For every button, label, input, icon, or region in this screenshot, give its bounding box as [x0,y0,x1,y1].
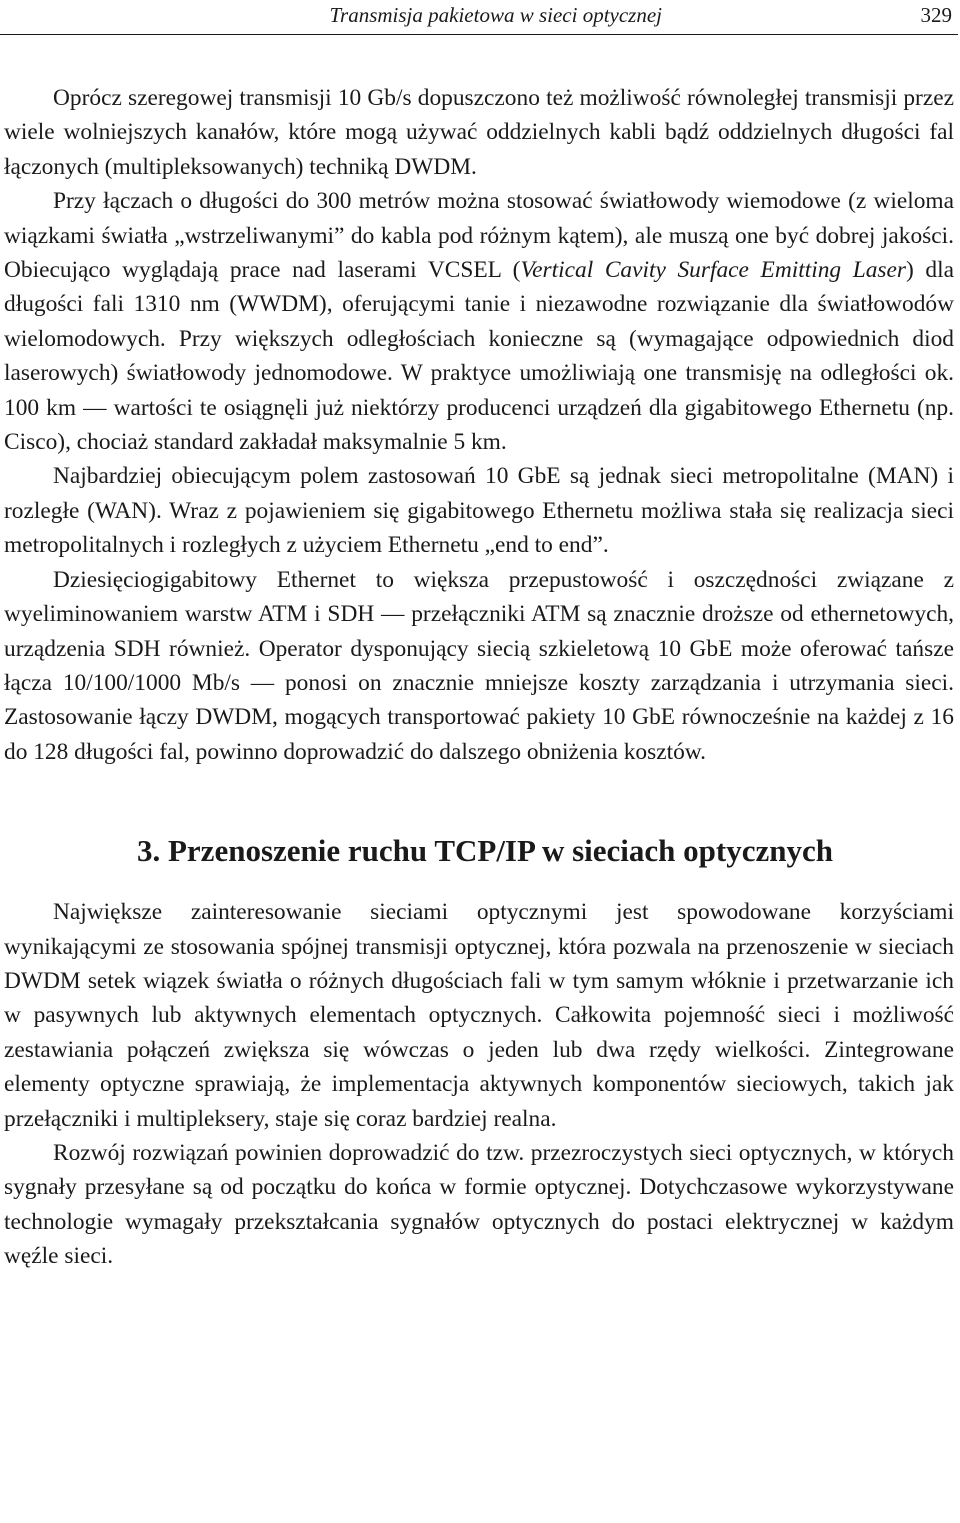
paragraph-optical-interest: Największe zainteresowanie sieciami optycznymi jest spowodowane korzyściami wynikającymi ze stosowania spójnej transmisji optycznej, która pozwala na przenoszenie w sieciach DWDM setek wiązek światła o różnych długościach fali w tym samym włóknie i przetwarzanie ich w pasywnych lub aktywnych elementach optycznych. Całkowita pojemność sieci i możliwość zestawiania połączeń zwiększa się wówczas o jeden lub dwa rzędy wielkości. Zintegrowane elementy optyczne sprawiają, że implementacja aktywnych komponentów sieciowych, takich jak przełączniki i multipleksery, staje się coraz bardziej realna. [4,899,954,1132]
spacer [4,871,954,895]
paragraph-multimode-fiber-part-b: ) dla długości fali 1310 nm (WWDM), oferującymi tanie i niezawodne rozwiązanie dla światłowodów wielomodowych. Przy większych odległościach konieczne są (wymagające odpowiednich diod laserowych) światłowody jednomodowe. W praktyce umożliwiają one transmisję na odległości ok. 100 km — wartości te osiągnęli już niektórzy producenci urządzeń dla gigabitowego Ethernetu (np. Cisco), chociaż standard zakładał maksymalnie 5 km. [4,257,954,456]
paragraph-10gbe-costs: Dziesięciogigabitowy Ethernet to większa przepustowość i oszczędności związane z wyeliminowaniem warstw ATM i SDH — przełączniki ATM są znacznie droższe od ethernetowych, urządzenia SDH również. Operator dysponujący siecią szkieletową 10 GbE może oferować tańsze łącza 10/100/1000 Mb/s — ponosi on znacznie mniejsze koszty zarządzania i utrzymania sieci. Zastosowanie łączy DWDM, mogących transportować pakiety 10 GbE równocześnie na każdej z 16 do 128 długości fal, powinno doprowadzić do dalszego obniżenia kosztów. [4,566,954,765]
spacer [4,769,954,831]
running-title: Transmisja pakietowa w sieci optycznej [329,3,662,27]
section-heading: 3. Przenoszenie ruchu TCP/IP w sieciach optycznych [136,833,833,869]
body-text [4,81,954,1274]
paragraph-multimode-fiber [4,184,954,459]
paragraph-transparent-networks: Rozwój rozwiązań powinien doprowadzić do tzw. przezroczystych sieci optycznych, w których sygnały przesyłane są od początku do końca w formie optycznej. Dotychczasowe wykorzystywane technologie wymagały przekształcania sygnałów optycznych do postaci elektrycznej w każdym węźle sieci. [4,1139,954,1270]
paragraph-multimode-fiber-part-a: Przy łączach o długości do 300 metrów można stosować światłowody wiemodowe (z wieloma wiązkami światła „wstrzeliwanymi” do kabla pod różnym kątem), ale muszą one być dobrej jakości. Obiecująco wyglądają prace nad laserami VCSEL ( [4,188,954,284]
paragraph-man-wan: Najbardziej obiecującym polem zastosowań 10 GbE są jednak sieci metropolitalne (MAN) i rozległe (WAN). Wraz z pojawieniem się gigabitowego Ethernetu możliwa stała się realizacja sieci metropolitalnych i rozległych z użyciem Ethernetu „end to end”. [4,463,954,559]
paragraph-parallel-transmission: Oprócz szeregowej transmisji 10 Gb/s dopuszczono też możliwość równoległej transmisji przez wiele wolniejszych kanałów, które mogą używać oddzielnych kabli bądź oddzielnych długości fal łączonych (multipleksowanych) techniką DWDM. [4,85,954,180]
page-number: 329 [920,3,952,27]
vcsel-expansion: Vertical Cavity Surface Emitting Laser [520,257,907,284]
running-header [0,0,958,35]
